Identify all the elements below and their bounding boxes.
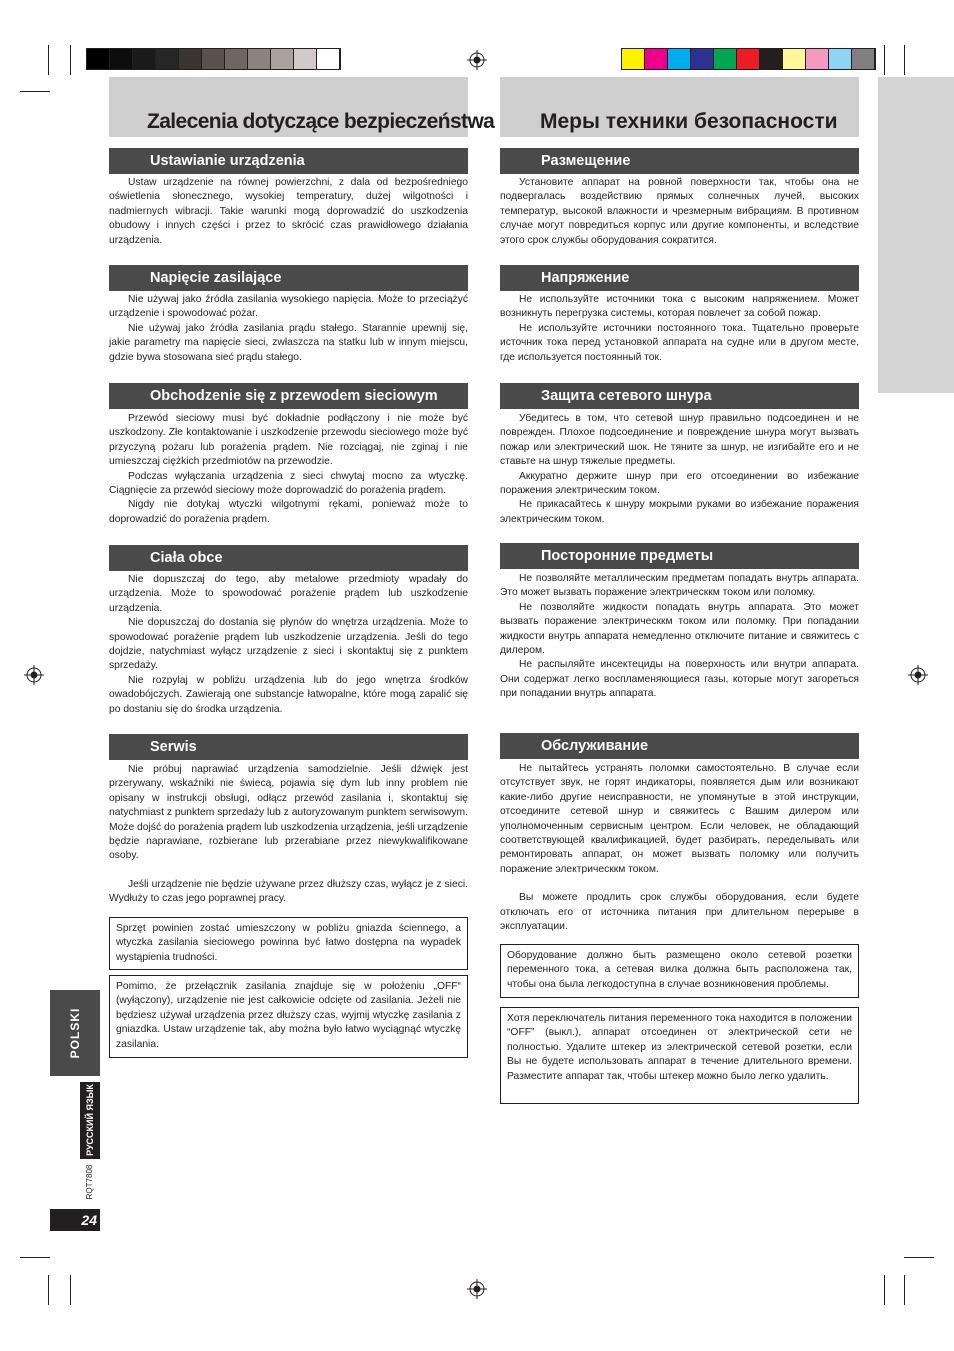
section-body — [500, 293, 859, 365]
notice-box — [109, 917, 468, 970]
color-swatch — [622, 49, 645, 69]
crop-mark — [48, 45, 49, 75]
language-tab-polish — [50, 990, 100, 1076]
paragraph: Установите аппарат на ровной поверхности так, чтобы она не подвергалась воздействию прямых солнечных лучей, высоких температур, высокой влажности и чрезмерным вибрациям. В противном случае могут повредиться корпус или другие компоненты, и вследствие этого срок службы оборудования сократится. — [500, 177, 859, 246]
registration-mark-icon — [467, 50, 487, 70]
language-tab-russian — [80, 1082, 100, 1159]
registration-mark-icon — [467, 1279, 487, 1299]
crop-mark — [904, 1275, 905, 1305]
section-body — [500, 762, 859, 934]
notice-box — [500, 944, 859, 998]
gray-swatch — [248, 49, 271, 69]
section-heading: Обслуживание — [500, 733, 859, 759]
crop-mark — [48, 1275, 49, 1305]
paragraph: Не распыляйте инсектециды на поверхность или внутри аппарата. Они содержат легко воспламеняющиеся газы, которые могут загореться при попадании внутрь аппарата. — [500, 659, 859, 700]
color-swatch — [760, 49, 783, 69]
color-swatch — [783, 49, 806, 69]
color-swatch — [829, 49, 852, 69]
notice-text: Оборудование должно быть размещено около сетевой розетки переменного тока, а сетевая вилка должна быть расположена так, чтобы она была легкодоступна в случае возникновения проблемы. — [507, 950, 852, 990]
crop-mark — [904, 45, 905, 75]
notice-text: Sprzęt powinien zostać umieszczony w pobliżu gniazda ściennego, a wtyczka zasilania sieciowego powinna być łatwo dostępna na wypadek wystąpienia trudności. — [116, 923, 461, 963]
section-heading: Ciała obce — [109, 545, 468, 571]
section-body — [500, 412, 859, 527]
color-swatch — [714, 49, 737, 69]
paragraph: Не позволяйте жидкости попадать внутрь аппарата. Это может вызвать поражение электрическкм током или поломку. При попадании жидкости внутрь аппарата немедленно отключите питание и свяжитесь с дилером. — [500, 601, 859, 657]
paragraph: Не прикасайтесь к шнуру мокрыми руками во избежание поражения электрическим током. — [500, 499, 859, 525]
section-body — [109, 573, 468, 717]
section-heading: Ustawianie urządzenia — [109, 148, 468, 174]
gray-swatch — [87, 49, 110, 69]
color-swatch — [737, 49, 760, 69]
section-heading: Защита сетевого шнура — [500, 383, 859, 409]
section-heading: Посторонние предметы — [500, 543, 859, 569]
gray-swatch — [179, 49, 202, 69]
crop-mark — [884, 1275, 885, 1305]
color-swatch — [852, 49, 875, 69]
section-body — [109, 293, 468, 365]
crop-mark — [70, 1275, 71, 1305]
section-heading: Напряжение — [500, 265, 859, 291]
paragraph: Podczas wyłączania urządzenia z sieci chwytaj mocno za wtyczkę. Ciągnięcie za przewód sieciowy może doprowadzić do porażenia prądem. — [109, 470, 468, 497]
gray-swatch — [110, 49, 133, 69]
gray-swatch — [225, 49, 248, 69]
color-swatch — [645, 49, 668, 69]
document-code: RQT7808 — [85, 1164, 94, 1200]
grayscale-calibration-bar — [86, 48, 341, 70]
crop-mark — [70, 45, 71, 75]
section-heading: Obchodzenie się z przewodem sieciowym — [109, 383, 468, 409]
registration-mark-icon — [908, 665, 928, 685]
header-box-russian — [500, 77, 859, 137]
section-body — [109, 763, 468, 907]
gray-swatch — [202, 49, 225, 69]
paragraph: Nie dopuszczaj do dostania się płynów do wnętrza urządzenia. Może to spowodować porażenie prądem lub uszkodzenie urządzenia. Jeśli do tego dojdzie, natychmiast wyłącz urządzenie z sieci i skontaktuj się z punktem sprzedaży. — [109, 617, 468, 672]
crop-mark — [904, 1257, 934, 1258]
color-swatch — [806, 49, 829, 69]
paragraph: Nie rozpylaj w pobliżu urządzenia lub do jego wnętrza środków owadobójczych. Zawierają one substancje łatwopalne, które mogą zapalić się po dostaniu się do środka urządzenia. — [109, 674, 468, 715]
crop-mark — [884, 45, 885, 75]
paragraph: Не позволяйте металлическим предметам попадать внутрь аппарата. Это может вызвать поражение электрическкм током или поломку. — [500, 573, 859, 599]
header-box-polish — [109, 77, 495, 137]
crop-mark — [20, 91, 50, 92]
section-heading: Serwis — [109, 734, 468, 760]
paragraph: Ustaw urządzenie na równej powierzchni, z dala od bezpośredniego oświetlenia słonecznego, wysokiej temperatury, dużej wilgotności i nadmiernych wibracji. Takie warunki mogą doprowadzić do uszkodzenia obudowy i innych części i przez to skrócić czas prawidłowego działania urządzenia. — [109, 177, 468, 246]
paragraph: Аккуратно держите шнур при его отсоединении во избежание поражения электрическим током. — [500, 470, 859, 497]
gray-swatch — [317, 49, 340, 69]
paragraph: Не используйте источники тока с высоким напряжением. Может возникнуть перегрузка системы, которая повлечет за собой пожар. — [500, 294, 859, 320]
page-number: 24 — [50, 1209, 100, 1231]
section-body — [500, 572, 859, 702]
page-title-russian: Меры техники безопасности — [540, 110, 838, 133]
notice-box — [500, 1007, 859, 1104]
gray-swatch — [156, 49, 179, 69]
paragraph: Убедитесь в том, что сетевой шнур правильно подсоединен и не поврежден. Плохое подсоединение и повреждение шнура могут вызвать пожар или электрический шок. Не тяните за шнур, не изгибайте его и не ставьте на шнур тяжелые предметы. — [500, 413, 859, 468]
paragraph: Nie dopuszczaj do tego, aby metalowe przedmioty wpadały do urządzenia. Może to spowodować porażenie prądem lub uszkodzenie urządzenia. — [109, 574, 468, 614]
notice-text: Хотя переключатель питания переменного тока находится в положении “OFF” (выкл.), аппарат отсоединен от электрической сети не полностью. Удалите штекер из электрической сетевой розетки, если Вы не будете использовать аппарат в течение длительного времени. Разместите аппарат так, чтобы штекер можно было легко удалить. — [507, 1013, 852, 1082]
language-label-russian: РУССКИЙ ЯЗЫК — [85, 1084, 95, 1156]
registration-mark-icon — [24, 665, 44, 685]
page-title-polish: Zalecenia dotyczące bezpieczeństwa — [147, 110, 495, 133]
paragraph: Nie używaj jako źródła zasilania prądu stałego. Starannie upewnij się, jakie parametry ma napięcie sieci, zwłaszcza na statku lub w innym miejscu, gdzie bywa stosowana sieć prądu stałego. — [109, 322, 468, 363]
edge-tab — [878, 77, 954, 393]
section-body — [109, 412, 468, 527]
paragraph: Jeśli urządzenie nie będzie używane przez dłuższy czas, wyłącz je z sieci. Wydłuży to czas jego poprawnej pracy. — [109, 878, 468, 905]
paragraph: Nie używaj jako źródła zasilania wysokiego napięcia. Może to przeciążyć urządzenie i spowodować pożar. — [109, 294, 468, 320]
section-heading: Napięcie zasilające — [109, 265, 468, 291]
gray-swatch — [294, 49, 317, 69]
gray-swatch — [271, 49, 294, 69]
color-calibration-bar — [621, 48, 876, 70]
paragraph: Nigdy nie dotykaj wtyczki wilgotnymi rękami, ponieważ może to doprowadzić do porażenia prądem. — [109, 499, 468, 525]
crop-mark — [20, 1257, 50, 1258]
paragraph: Не пытайтесь устранять поломки самостоятельно. В случае если отсутствует звук, не горят индикаторы, появляется дым или возникают какие-либо другие неисправности, не упомянутые в этой инструкции, отсоедините сетевой шнур и свяжитесь с Вашим дилером или уполномоченным сервисным центром. Если человек, не обладающий соответствующей квалификацией, будет разбирать, переделывать или ремонтировать аппарат, он может вызвать поломку или получить поражение электрическкм током. — [500, 763, 859, 875]
paragraph: Nie próbuj naprawiać urządzenia samodzielnie. Jeśli dźwięk jest przerywany, wskaźniki nie świecą, pojawia się dym lub inny problem nie opisany w instrukcji obsługi, odłącz przewód zasilania i, skontaktuj się natychmiast z punktem sprzedaży lub z autoryzowanym punktem serwisowym. Może dojść do porażenia prądem lub uszkodzenia urządzenia, jeśli urządzenie będzie naprawiane, rozbierane lub przerabiane przez niewykwalifikowane osoby. — [109, 764, 468, 862]
color-swatch — [691, 49, 714, 69]
language-label-polish: POLSKI — [68, 1007, 82, 1059]
notice-text: Pomimo, że przełącznik zasilania znajduje się w położeniu „OFF“ (wyłączony), urządzenie nie jest całkowicie odcięte od zasilania. Jeżeli nie będziesz używał urządzenia przez dłuższy czas, wyjmij wtyczkę zasilania z gniazdka. Ustaw urządzenie tak, aby można było łatwo wyciągnąć wtyczkę zasilania. — [116, 981, 461, 1050]
gray-swatch — [133, 49, 156, 69]
paragraph: Вы можете продлить срок службы оборудования, если будете отключать его от источника питания при длительном перерыве в эксплуатации. — [500, 892, 859, 933]
paragraph: Не используйте источники постоянного тока. Тщательно проверьте источник тока перед установкой аппарата на судне или в другом месте, где используется постоянный ток. — [500, 322, 859, 363]
section-body — [500, 176, 859, 248]
section-heading: Размещение — [500, 148, 859, 174]
color-swatch — [668, 49, 691, 69]
paragraph: Przewód sieciowy musi być dokładnie podłączony i nie może być uszkodzony. Złe kontaktowanie i uszkodzenie przewodu sieciowego może być przyczyną pożaru lub porażenia prądem. Nie rozciągaj, nie zginaj i nie umieszczaj ciężkich przedmiotów na przewodzie. — [109, 413, 468, 468]
notice-box — [109, 975, 468, 1058]
section-body — [109, 176, 468, 248]
